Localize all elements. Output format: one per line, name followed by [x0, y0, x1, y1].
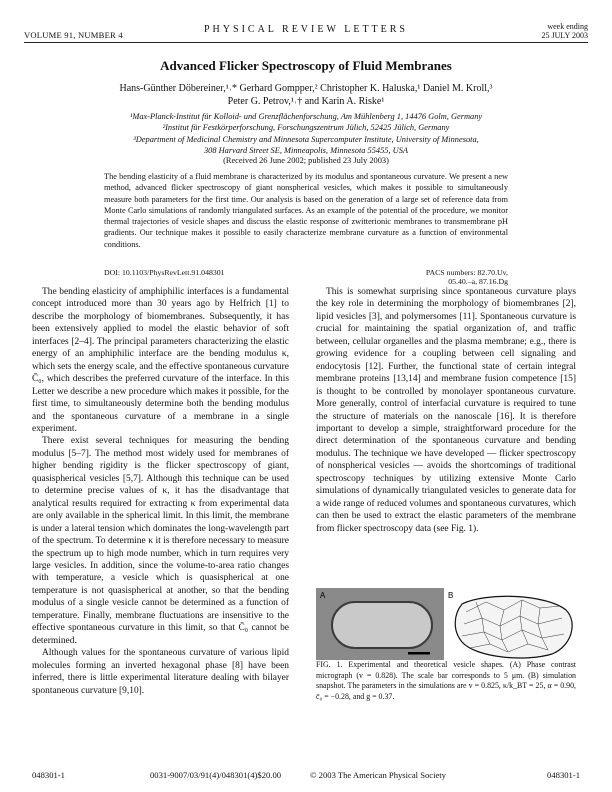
page-number-right: 048301-1 [547, 770, 580, 780]
affiliations [60, 111, 552, 156]
figure-1 [316, 588, 576, 660]
authors [60, 82, 552, 108]
received-dates: (Received 26 June 2002; published 23 July 2003) [223, 156, 389, 165]
copyright: © 2003 The American Physical Society [310, 770, 446, 780]
affiliation-line: ³Department of Medicinal Chemistry and Minnesota Supercomputer Institute, University of Minnesota, [133, 134, 479, 144]
journal-name: PHYSICAL REVIEW LETTERS [204, 24, 408, 35]
vesicle-image [332, 602, 432, 648]
header-rule [24, 42, 588, 43]
authors-line: Peter G. Petrov,¹˒† and Karin A. Riske¹ [227, 96, 385, 107]
abstract: The bending elasticity of a fluid membrane is characterized by its modulus and spontaneous curvature. We present a new method, advanced flicker spectroscopy of giant nonspherical vesicles, which makes it possible to simultaneously measure both parameters for the first time. Our analysis is based on the generation of a large set of reference data from Monte Carlo simulations of randomly triangulated surfaces. As an example of the potential of the procedure, we monitor thermal trajectories of vesicle shapes and discuss the elastic response of zwitterionic membranes to transmembrane pH gradients. Our technique makes it possible to easily characterize membrane curvature as a function of environmental conditions. [104, 172, 508, 249]
week-label: week ending [547, 22, 588, 31]
authors-line: Hans-Günther Döbereiner,¹˒* Gerhard Gompper,² Christopher K. Haluska,¹ Daniel M. Kroll,³ [119, 83, 493, 94]
panel-label-a: A [320, 591, 326, 600]
paper-title: Advanced Flicker Spectroscopy of Fluid Membranes [160, 58, 452, 73]
figure-graphic [316, 588, 576, 660]
panel-label-b: B [448, 591, 454, 600]
scale-bar [408, 652, 430, 655]
simulation-snapshot [455, 596, 572, 658]
paragraph: There exist several techniques for measuring the bending modulus [5–7]. The method most widely used for membranes of higher bending rigidity is the flicker spectroscopy of giant, quasispherical vesicles [5,7]. Although this technique can be used to determine precise values of κ, it has the disadvantage that analytical results required for extracting κ from experimental data are only available in the spherical limit. In this limit, the membrane is under a lateral tension which dominates the long-wavelength part of the spectrum. To determine κ it is therefore necessary to measure the spectrum up to high mode number, which in turn requires very large vesicles. In addition, since the volume-to-area ratio changes with temperature, a vesicle which is quasispherical at one temperature is not quasispherical at another, so that the bending modulus of a single vesicle cannot be determined as a function of temperature. Finally, membrane fluctuations are insensitive to the effective spontaneous curvature in this limit, so that C̄₀ cannot be determined. [32, 436, 289, 646]
doi[interactable]: DOI: 10.1103/PhysRevLett.91.048301 [104, 268, 225, 277]
affiliation-line: ²Institut für Festkörperforschung, Forschungszentrum Jülich, 52425 Jülich, Germany [162, 123, 450, 133]
paragraph: This is somewhat surprising since spontaneous curvature plays the key role in determining the morphology of biomembranes [2], lipid vesicles [3], and polymersomes [11]. Spontaneous curvature is crucial for maintaining the spatial organization of, and traffic between, cellular organelles and the plasma membrane; e.g., there is growing evidence for a coupling between cell signaling and endocytosis [12]. Further, the functional state of certain integral membrane proteins [13,14] and membrane fusion competence [15] is thought to be controlled by monolayer spontaneous curvature. More generally, control of interfacial curvature is required to tune the structure of materials on the nanoscale [16]. It is therefore important to develop a simple, straightforward procedure for the direct determination of the spontaneous curvature and bending modulus. The technique we have developed — flicker spectroscopy of nonspherical vesicles — avoids the shortcomings of traditional spectroscopy techniques by utilizing extensive Monte Carlo simulations of dynamically triangulated vesicles to generate data for a wide range of reduced volumes and spontaneous curvatures, which can then be used to extract the elastic parameters of the membrane from flicker spectroscopy data (see Fig. 1). [316, 287, 576, 534]
date: 25 JULY 2003 [541, 31, 588, 40]
affiliation-line: ¹Max-Planck-Institut für Kolloid- und Grenzflächenforschung, Am Mühlenberg 1, 14476 Golm, Germany [129, 112, 483, 121]
paragraph: The bending elasticity of amphiphilic interfaces is a fundamental concept introduced more than 30 years ago by Helfrich [1] to describe the morphology of biomembranes. Subsequently, it has been extensively applied to model the elastic behavior of soft interfaces [2–4]. The principal parameters characterizing the elastic energy of an amphiphilic interface are the bending modulus κ, which sets the energy scale, and the effective spontaneous curvature C̄₀, which describes the preferred curvature of the interface. In this Letter we describe a new procedure which makes it possible, for the first time, to simultaneously determine both the bending modulus and the spontaneous curvature of a membrane in a single experiment. [32, 287, 289, 434]
article-code: 0031-9007/03/91(4)/048301(4)$20.00 [150, 770, 282, 780]
issue-date [542, 22, 588, 40]
affiliation-line: 308 Harvard Street SE, Minneapolis, Minnesota 55455, USA [203, 145, 409, 155]
body-column-right [316, 286, 576, 535]
pacs-numbers: PACS numbers: 82.70.Uv, 05.40.–a, 87.16.Dg [425, 268, 508, 286]
figure-caption: FIG. 1. Experimental and theoretical vesicle shapes. (A) Phase contrast micrograph (v = 0.828). The scale bar corresponds to 5 μm. (B) simulation snapshot. The parameters in the simulations are v = 0.825, κ/k_BT = 25, α = 0.90, c̄₀ = −0.28, and g = 0.37. [316, 660, 576, 701]
page-number-left: 048301-1 [32, 770, 65, 780]
volume-number: VOLUME 91, NUMBER 4 [24, 30, 123, 40]
body-column-left [32, 286, 289, 697]
paragraph: Although values for the spontaneous curvature of various lipid molecules forming an inverted hexagonal phase [8] have been inferred, there is little experimental literature dealing with bilayer spontaneous curvature [9,10]. [32, 648, 289, 696]
